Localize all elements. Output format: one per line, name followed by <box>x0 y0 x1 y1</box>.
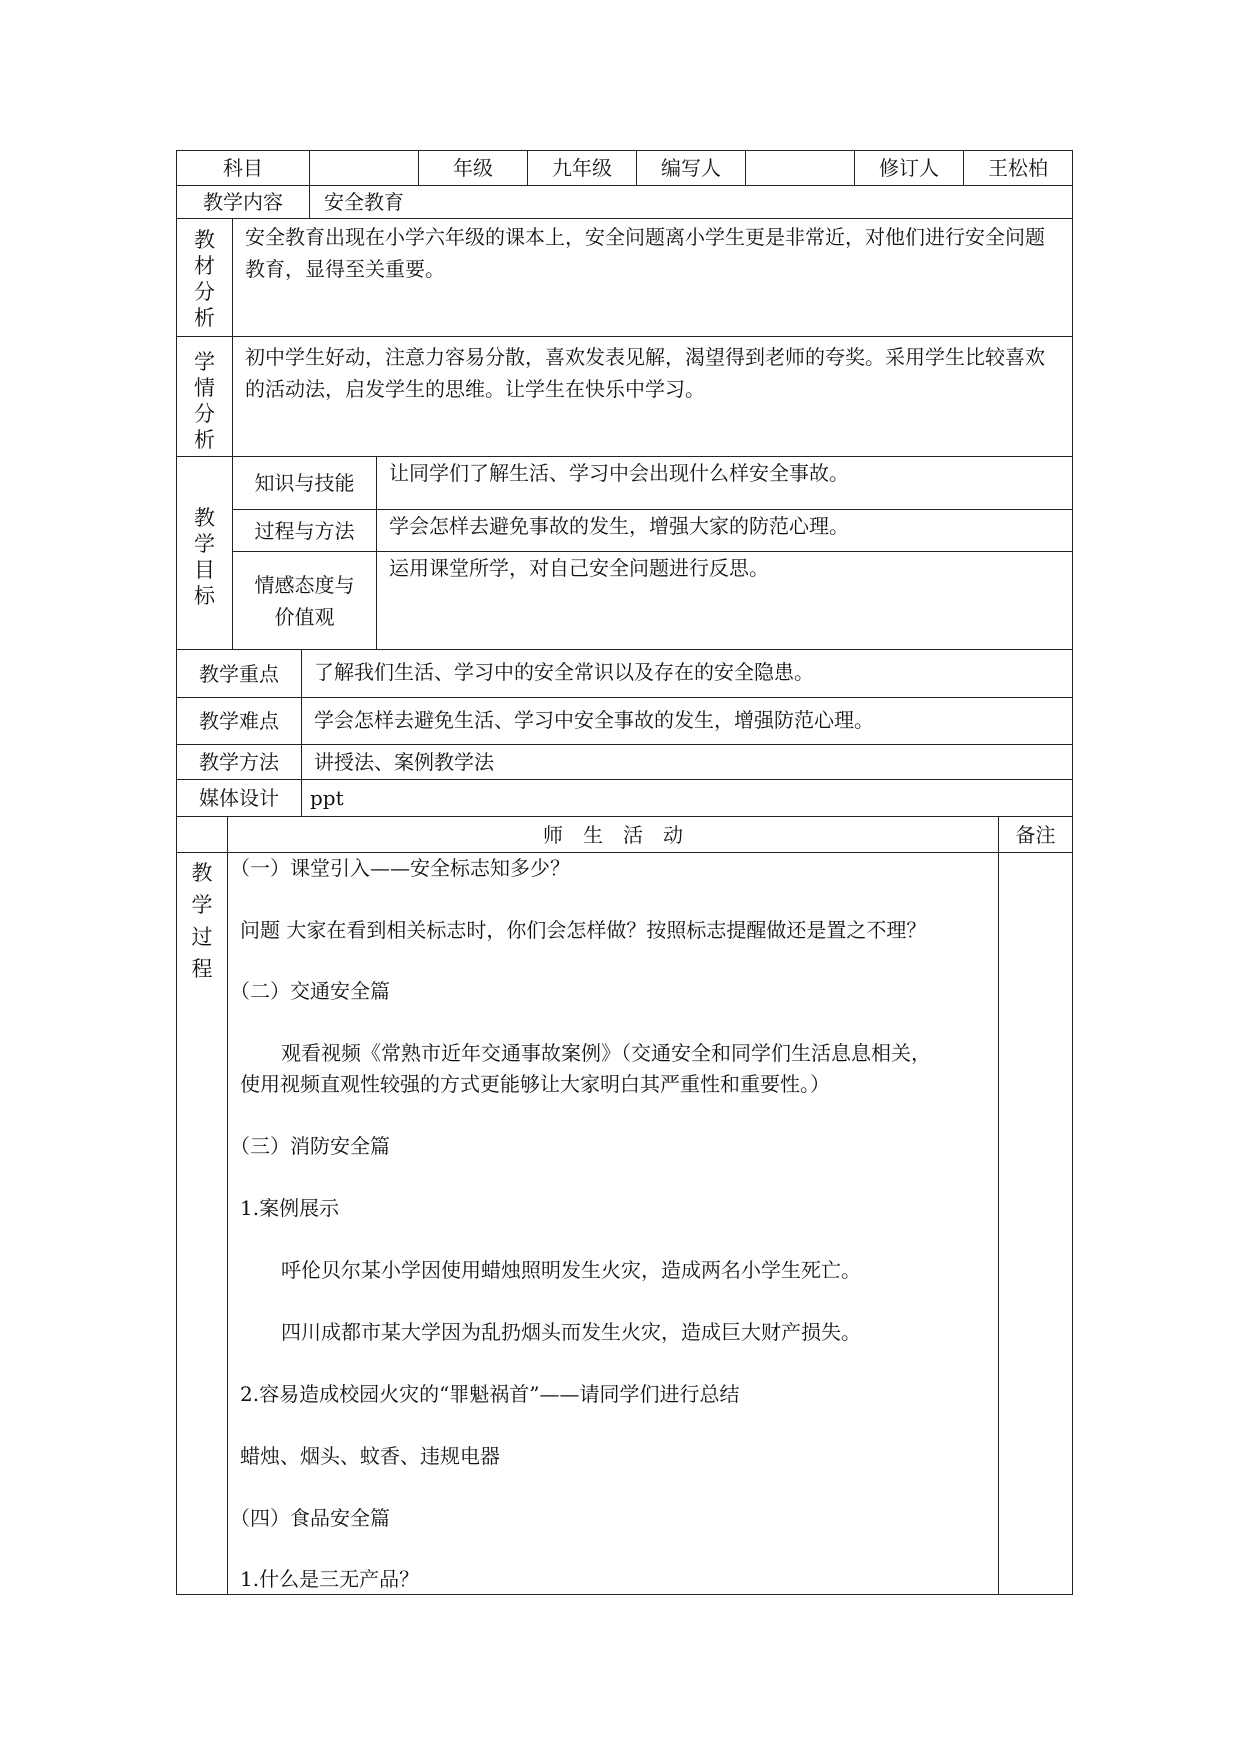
material-analysis-label-cell <box>176 218 233 337</box>
process-line-2: 问题 大家在看到相关标志时，你们会怎样做？按照标志提醒做还是置之不理？ <box>240 918 927 942</box>
process-line-7: 1.案例展示 <box>240 1196 340 1220</box>
process-line-1: （一）课堂引入——安全标志知多少？ <box>230 856 570 880</box>
content-label: 教学内容 <box>176 185 310 219</box>
process-line-9: 四川成都市某大学因为乱扔烟头而发生火灾，造成巨大财产损失。 <box>281 1320 861 1344</box>
process-remarks-cell <box>998 852 1073 1595</box>
subject-value <box>309 150 419 186</box>
process-header-blank <box>176 816 228 853</box>
remarks-header: 备注 <box>998 816 1073 853</box>
content-value: 安全教育 <box>309 185 1073 219</box>
key-point-label: 教学重点 <box>176 649 302 698</box>
reviser-value: 王松柏 <box>963 150 1073 186</box>
process-line-5: 使用视频直观性较强的方式更能够让大家明白其严重性和重要性。） <box>240 1072 830 1096</box>
method-label: 教学方法 <box>176 744 302 780</box>
process-activity-cell <box>227 852 999 1595</box>
objective-knowledge-text: 让同学们了解生活、学习中会出现什么样安全事故。 <box>376 456 1073 510</box>
process-line-4: 观看视频《常熟市近年交通事故案例》（交通安全和同学们生活息息相关， <box>281 1041 931 1065</box>
objective-knowledge-label: 知识与技能 <box>232 456 377 510</box>
objectives-label-cell <box>176 456 233 650</box>
material-analysis-label: 教材分析 <box>194 228 215 330</box>
process-line-3: （二）交通安全篇 <box>230 979 390 1003</box>
key-point-text: 了解我们生活、学习中的安全常识以及存在的安全隐患。 <box>301 649 1073 698</box>
student-analysis-label-cell <box>176 336 233 457</box>
objectives-label: 教学目标 <box>194 506 215 608</box>
process-line-6: （三）消防安全篇 <box>230 1134 390 1158</box>
material-analysis-text: 安全教育出现在小学六年级的课本上，安全问题离小学生更是非常近，对他们进行安全问题教育，显得至关重要。 <box>232 218 1073 337</box>
media-label: 媒体设计 <box>176 779 302 817</box>
grade-value: 九年级 <box>527 150 637 186</box>
student-analysis-label: 学情分析 <box>194 350 215 452</box>
media-text: ppt <box>301 779 1073 817</box>
process-line-10: 2.容易造成校园火灾的“罪魁祸首”——请同学们进行总结 <box>240 1382 740 1406</box>
author-label: 编写人 <box>636 150 746 186</box>
process-line-13: 1.什么是三无产品？ <box>240 1567 420 1591</box>
objective-attitude-label: 情感态度与价值观 <box>254 572 355 629</box>
difficulty-text: 学会怎样去避免生活、学习中安全事故的发生，增强防范心理。 <box>301 697 1073 745</box>
process-label: 教学过程 <box>191 861 213 981</box>
process-line-8: 呼伦贝尔某小学因使用蜡烛照明发生火灾，造成两名小学生死亡。 <box>281 1258 861 1282</box>
student-analysis-text: 初中学生好动，注意力容易分散，喜欢发表见解，渴望得到老师的夸奖。采用学生比较喜欢的活动法，启发学生的思维。让学生在快乐中学习。 <box>232 336 1073 457</box>
method-text: 讲授法、案例教学法 <box>301 744 1073 780</box>
difficulty-label: 教学难点 <box>176 697 302 745</box>
process-line-11: 蜡烛、烟头、蚊香、违规电器 <box>240 1444 500 1468</box>
author-value <box>745 150 855 186</box>
subject-label: 科目 <box>176 150 310 186</box>
reviser-label: 修订人 <box>854 150 964 186</box>
activity-header: 师 生 活 动 <box>227 816 999 853</box>
objective-process-label: 过程与方法 <box>232 509 377 552</box>
objective-attitude-text: 运用课堂所学，对自己安全问题进行反思。 <box>376 551 1073 650</box>
grade-label: 年级 <box>418 150 528 186</box>
process-label-cell <box>176 852 228 1595</box>
objective-process-text: 学会怎样去避免事故的发生，增强大家的防范心理。 <box>376 509 1073 552</box>
process-line-12: （四）食品安全篇 <box>230 1506 390 1530</box>
objective-attitude-label-cell <box>232 551 377 650</box>
